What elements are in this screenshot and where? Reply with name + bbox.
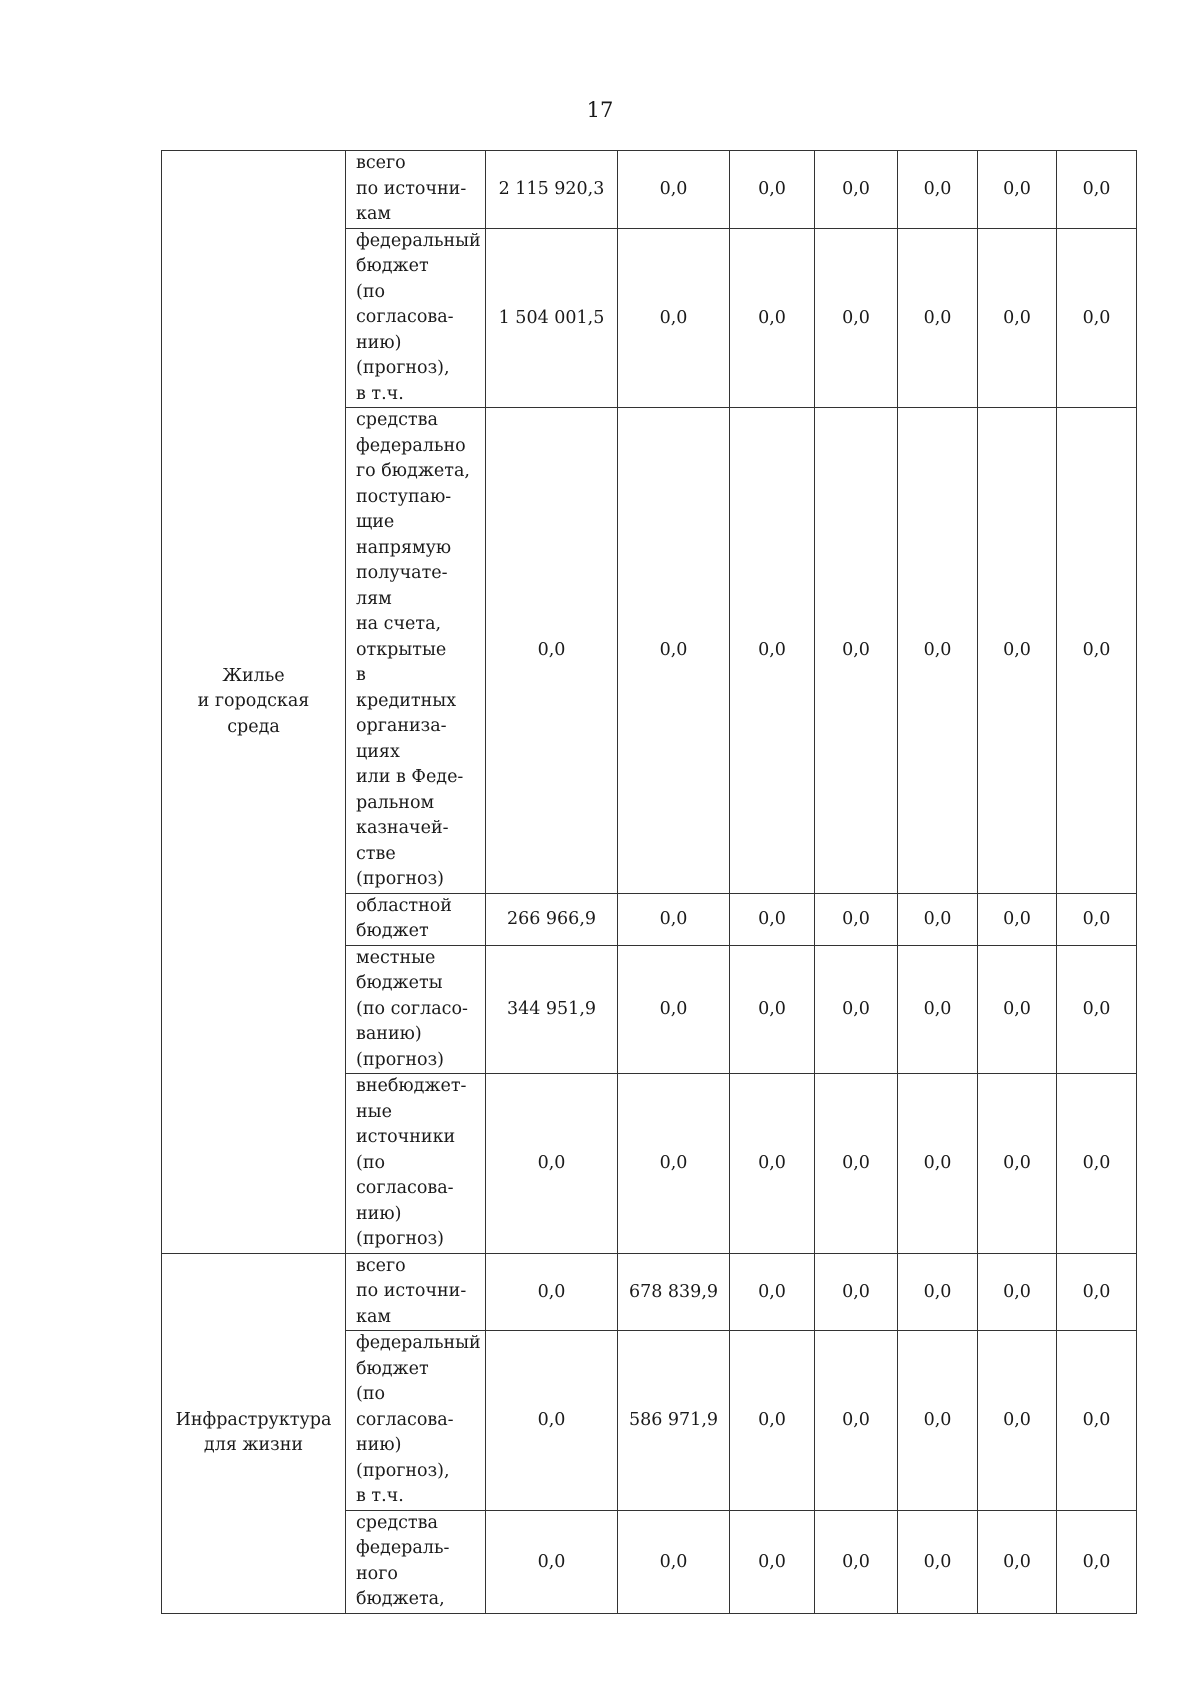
funding-source-cell: местные бюджеты (по согласо- ванию) (прогноз) [346,945,486,1074]
value-cell: 0,0 [815,1253,898,1331]
value-cell: 0,0 [978,151,1057,229]
value-cell: 0,0 [1057,1074,1137,1254]
value-cell: 0,0 [486,1074,618,1254]
funding-source-cell: всего по источни- кам [346,1253,486,1331]
value-cell: 0,0 [815,893,898,945]
value-cell: 0,0 [978,1510,1057,1613]
funding-source-cell: федеральный бюджет (по согласова- нию) (прогноз), в т.ч. [346,228,486,408]
value-cell: 2 115 920,3 [486,151,618,229]
value-cell: 0,0 [1057,1510,1137,1613]
value-cell: 0,0 [978,228,1057,408]
value-cell: 0,0 [1057,1331,1137,1511]
value-cell: 586 971,9 [618,1331,730,1511]
value-cell: 0,0 [730,408,815,894]
value-cell: 0,0 [1057,408,1137,894]
value-cell: 0,0 [978,1331,1057,1511]
page-number: 17 [586,98,614,122]
value-cell: 0,0 [730,1510,815,1613]
value-cell: 0,0 [898,1510,978,1613]
value-cell: 0,0 [486,1510,618,1613]
value-cell: 1 504 001,5 [486,228,618,408]
funding-source-cell: внебюджет- ные источники (по согласова- нию) (прогноз) [346,1074,486,1254]
value-cell: 0,0 [898,1253,978,1331]
value-cell: 0,0 [618,893,730,945]
funding-source-cell: областной бюджет [346,893,486,945]
value-cell: 0,0 [898,945,978,1074]
value-cell: 344 951,9 [486,945,618,1074]
value-cell: 0,0 [898,408,978,894]
value-cell: 0,0 [815,151,898,229]
value-cell: 0,0 [486,408,618,894]
value-cell: 0,0 [1057,151,1137,229]
table-row [162,1253,1137,1331]
value-cell: 0,0 [978,893,1057,945]
value-cell: 0,0 [730,1074,815,1254]
value-cell: 678 839,9 [618,1253,730,1331]
funding-source-cell: средства федераль- ного бюджета, [346,1510,486,1613]
value-cell: 0,0 [486,1331,618,1511]
value-cell: 0,0 [730,228,815,408]
value-cell: 0,0 [1057,945,1137,1074]
value-cell: 0,0 [618,1074,730,1254]
value-cell: 0,0 [730,945,815,1074]
value-cell: 0,0 [1057,228,1137,408]
budget-table [161,150,1137,1614]
value-cell: 0,0 [898,1074,978,1254]
value-cell: 0,0 [815,1331,898,1511]
value-cell: 0,0 [978,1074,1057,1254]
value-cell: 0,0 [978,1253,1057,1331]
funding-source-cell: средства федерально го бюджета, поступаю- щие напрямую получате- лям на счета, открытые в кредитных организа- циях или в Феде- ральном казначей- стве (прогноз) [346,408,486,894]
value-cell: 0,0 [1057,1253,1137,1331]
value-cell: 0,0 [898,151,978,229]
program-name-cell [162,151,346,1254]
value-cell: 0,0 [730,151,815,229]
value-cell: 0,0 [618,408,730,894]
value-cell: 0,0 [618,1510,730,1613]
value-cell: 0,0 [978,945,1057,1074]
program-name: Инфраструктура для жизни [175,1409,332,1455]
value-cell: 0,0 [730,1331,815,1511]
funding-source-cell: федеральный бюджет (по согласова- нию) (прогноз), в т.ч. [346,1331,486,1511]
table-body [162,151,1137,1614]
value-cell: 0,0 [730,1253,815,1331]
value-cell: 266 966,9 [486,893,618,945]
value-cell: 0,0 [1057,893,1137,945]
value-cell: 0,0 [486,1253,618,1331]
value-cell: 0,0 [730,893,815,945]
value-cell: 0,0 [815,228,898,408]
funding-source-cell: всего по источни- кам [346,151,486,229]
value-cell: 0,0 [618,228,730,408]
program-name: Жилье и городская среда [197,665,310,737]
value-cell: 0,0 [618,151,730,229]
value-cell: 0,0 [898,893,978,945]
value-cell: 0,0 [815,408,898,894]
value-cell: 0,0 [815,1074,898,1254]
value-cell: 0,0 [618,945,730,1074]
value-cell: 0,0 [898,1331,978,1511]
value-cell: 0,0 [815,1510,898,1613]
program-name-cell [162,1253,346,1613]
table-row [162,151,1137,229]
value-cell: 0,0 [898,228,978,408]
value-cell: 0,0 [978,408,1057,894]
value-cell: 0,0 [815,945,898,1074]
